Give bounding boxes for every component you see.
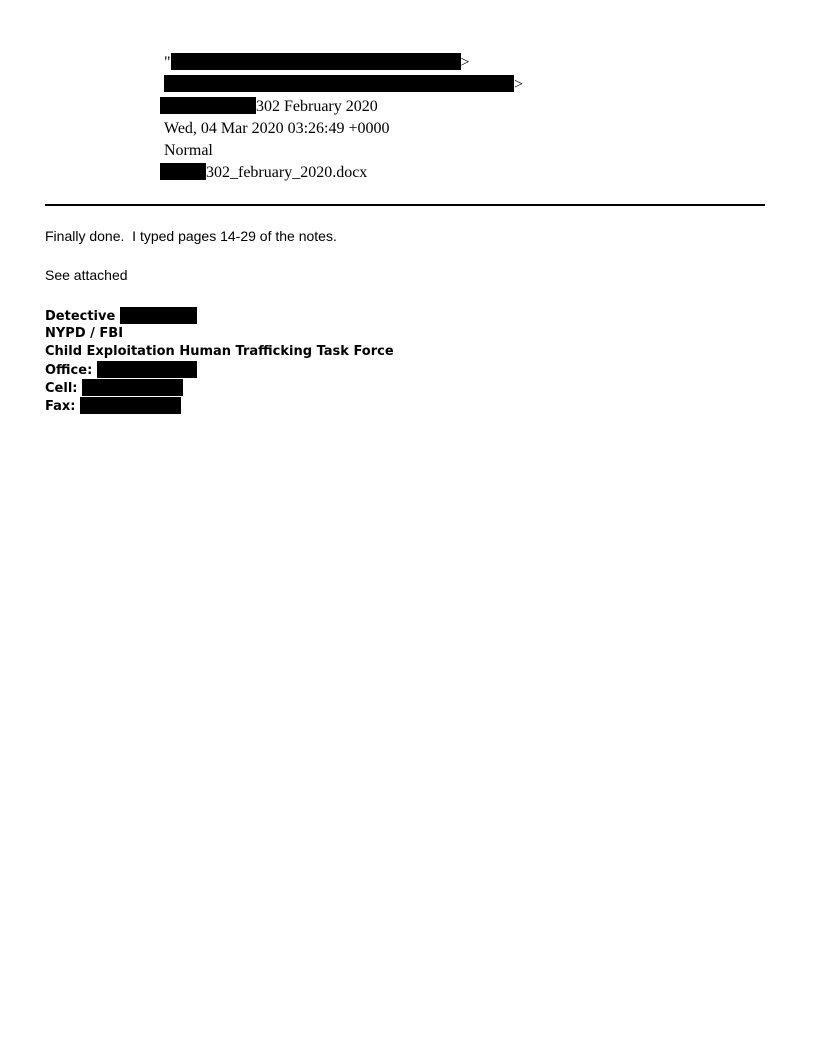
subject-value [160, 96, 378, 118]
to-value [164, 74, 523, 96]
redaction-box [97, 361, 197, 378]
signature-fax-line [45, 397, 394, 415]
email-signature [45, 307, 394, 415]
redaction-box [82, 379, 183, 396]
redaction-box [80, 397, 181, 414]
cell-label: Cell: [45, 381, 82, 396]
importance-value: Normal [164, 142, 213, 159]
from-value [164, 52, 470, 74]
attachments-value [160, 162, 367, 184]
date-value: Wed, 04 Mar 2020 03:26:49 +0000 [164, 120, 390, 137]
redaction-box [160, 163, 206, 180]
from-prefix: " [164, 54, 171, 71]
redaction-box [120, 307, 197, 324]
header-divider [45, 204, 765, 206]
attachment-filename: 302_february_2020.docx [206, 164, 368, 181]
to-suffix: > [514, 76, 524, 93]
signature-office-line [45, 361, 394, 379]
signature-title: Detective [45, 309, 120, 324]
signature-org: NYPD / FBI [45, 326, 124, 341]
signature-cell-line [45, 379, 394, 397]
message-line-2: See attached [45, 267, 128, 283]
fax-label: Fax: [45, 399, 81, 414]
signature-unit: Child Exploitation Human Trafficking Task Force [45, 344, 394, 359]
office-label: Office: [45, 363, 97, 378]
redaction-box [160, 97, 256, 114]
message-line-1: Finally done. I typed pages 14-29 of the notes. [45, 228, 337, 244]
redaction-box [164, 75, 514, 92]
subject-suffix: 302 February 2020 [256, 98, 378, 115]
from-suffix: > [460, 54, 470, 71]
signature-title-line [45, 307, 394, 325]
redaction-box [171, 53, 461, 70]
